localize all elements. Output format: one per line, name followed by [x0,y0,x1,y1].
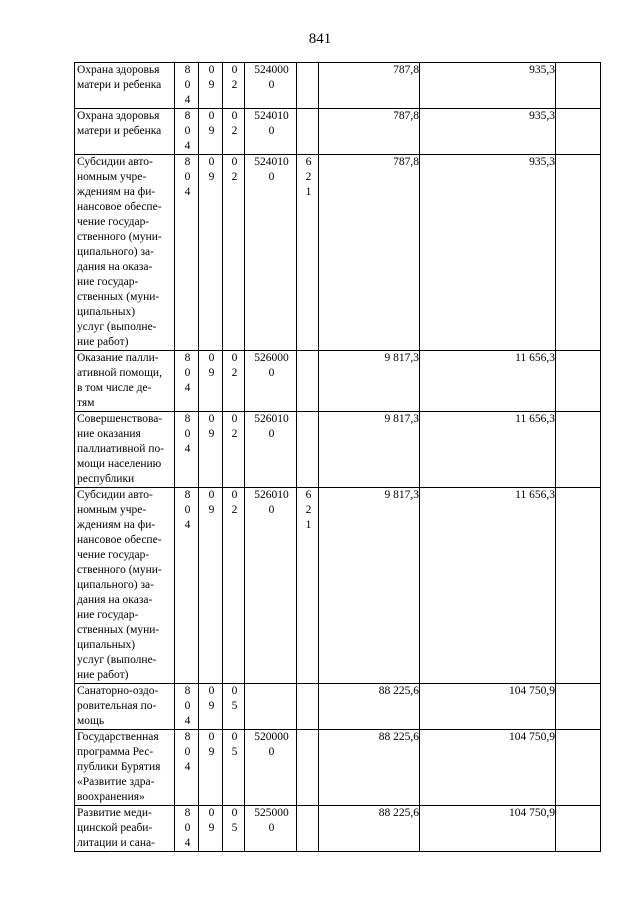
value-cell-1: 9 817,3 [319,351,420,412]
value-cell-2: 104 750,9 [420,684,556,730]
code-cell-2: 0 9 [199,109,223,155]
code-cell-2: 0 9 [199,351,223,412]
value-cell-1: 787,8 [319,63,420,109]
expense-type-cell [297,63,319,109]
value-cell-2: 935,3 [420,63,556,109]
value-cell-1: 9 817,3 [319,488,420,684]
target-code-cell: 526000 0 [245,351,297,412]
target-code-cell: 526010 0 [245,412,297,488]
value-cell-2: 935,3 [420,155,556,351]
code-cell-2: 0 9 [199,63,223,109]
value-cell-1: 787,8 [319,109,420,155]
target-code-cell: 524010 0 [245,109,297,155]
value-cell-1: 88 225,6 [319,806,420,852]
value-cell-2: 11 656,3 [420,412,556,488]
empty-cell [556,730,601,806]
table-row [75,488,601,684]
empty-cell [556,109,601,155]
code-cell-1: 8 0 4 [175,488,199,684]
value-cell-2: 935,3 [420,109,556,155]
table-row [75,684,601,730]
expense-type-cell [297,109,319,155]
code-cell-2: 0 9 [199,155,223,351]
expense-type-cell [297,730,319,806]
target-code-cell: 526010 0 [245,488,297,684]
expense-type-cell [297,351,319,412]
code-cell-1: 8 0 4 [175,730,199,806]
row-name: Субсидии авто- номным учре- ждениям на фи- нансовое обеспе- чение государ- ственного (муни- ципального) за- дания на оказа- ние государ- ственных (муни- ципальных) услуг (выполне- ние работ) [75,155,175,351]
code-cell-2: 0 9 [199,488,223,684]
code-cell-2: 0 9 [199,684,223,730]
expense-type-cell [297,684,319,730]
value-cell-2: 11 656,3 [420,351,556,412]
value-cell-2: 104 750,9 [420,730,556,806]
table-row [75,109,601,155]
code-cell-3: 0 2 [223,351,245,412]
code-cell-3: 0 5 [223,730,245,806]
row-name: Развитие меди- цинской реаби- литации и сана- [75,806,175,852]
code-cell-3: 0 2 [223,63,245,109]
value-cell-2: 11 656,3 [420,488,556,684]
table-row [75,730,601,806]
value-cell-1: 9 817,3 [319,412,420,488]
expense-type-cell [297,412,319,488]
value-cell-1: 88 225,6 [319,730,420,806]
code-cell-1: 8 0 4 [175,684,199,730]
value-cell-1: 88 225,6 [319,684,420,730]
code-cell-3: 0 5 [223,806,245,852]
expense-type-cell: 6 2 1 [297,155,319,351]
table-row [75,63,601,109]
empty-cell [556,412,601,488]
empty-cell [556,63,601,109]
row-name: Субсидии авто- номным учре- ждениям на фи- нансовое обеспе- чение государ- ственного (муни- ципального) за- дания на оказа- ние государ- ственных (муни- ципальных) услуг (выполне- ние работ) [75,488,175,684]
code-cell-2: 0 9 [199,730,223,806]
table-row [75,806,601,852]
empty-cell [556,806,601,852]
code-cell-3: 0 2 [223,412,245,488]
code-cell-3: 0 5 [223,684,245,730]
page-number: 841 [308,31,332,47]
code-cell-1: 8 0 4 [175,63,199,109]
target-code-cell: 525000 0 [245,806,297,852]
row-name: Оказание палли- ативной помощи, в том числе де- тям [75,351,175,412]
empty-cell [556,488,601,684]
target-code-cell: 524010 0 [245,155,297,351]
value-cell-1: 787,8 [319,155,420,351]
code-cell-1: 8 0 4 [175,109,199,155]
code-cell-3: 0 2 [223,488,245,684]
empty-cell [556,155,601,351]
row-name: Государственная программа Рес- публики Бурятия «Развитие здра- воохранения» [75,730,175,806]
row-name: Санаторно-оздо- ровительная по- мощь [75,684,175,730]
code-cell-1: 8 0 4 [175,155,199,351]
code-cell-1: 8 0 4 [175,351,199,412]
value-cell-2: 104 750,9 [420,806,556,852]
target-code-cell: 520000 0 [245,730,297,806]
code-cell-1: 8 0 4 [175,806,199,852]
empty-cell [556,684,601,730]
table-row [75,155,601,351]
code-cell-2: 0 9 [199,806,223,852]
row-name: Совершенствова- ние оказания паллиативной по- мощи населению республики [75,412,175,488]
target-code-cell: 524000 0 [245,63,297,109]
expense-type-cell [297,806,319,852]
code-cell-3: 0 2 [223,109,245,155]
code-cell-2: 0 9 [199,412,223,488]
table-row [75,351,601,412]
table-row [75,412,601,488]
row-name: Охрана здоровья матери и ребенка [75,63,175,109]
row-name: Охрана здоровья матери и ребенка [75,109,175,155]
code-cell-1: 8 0 4 [175,412,199,488]
code-cell-3: 0 2 [223,155,245,351]
target-code-cell [245,684,297,730]
budget-table [74,62,601,852]
empty-cell [556,351,601,412]
expense-type-cell: 6 2 1 [297,488,319,684]
